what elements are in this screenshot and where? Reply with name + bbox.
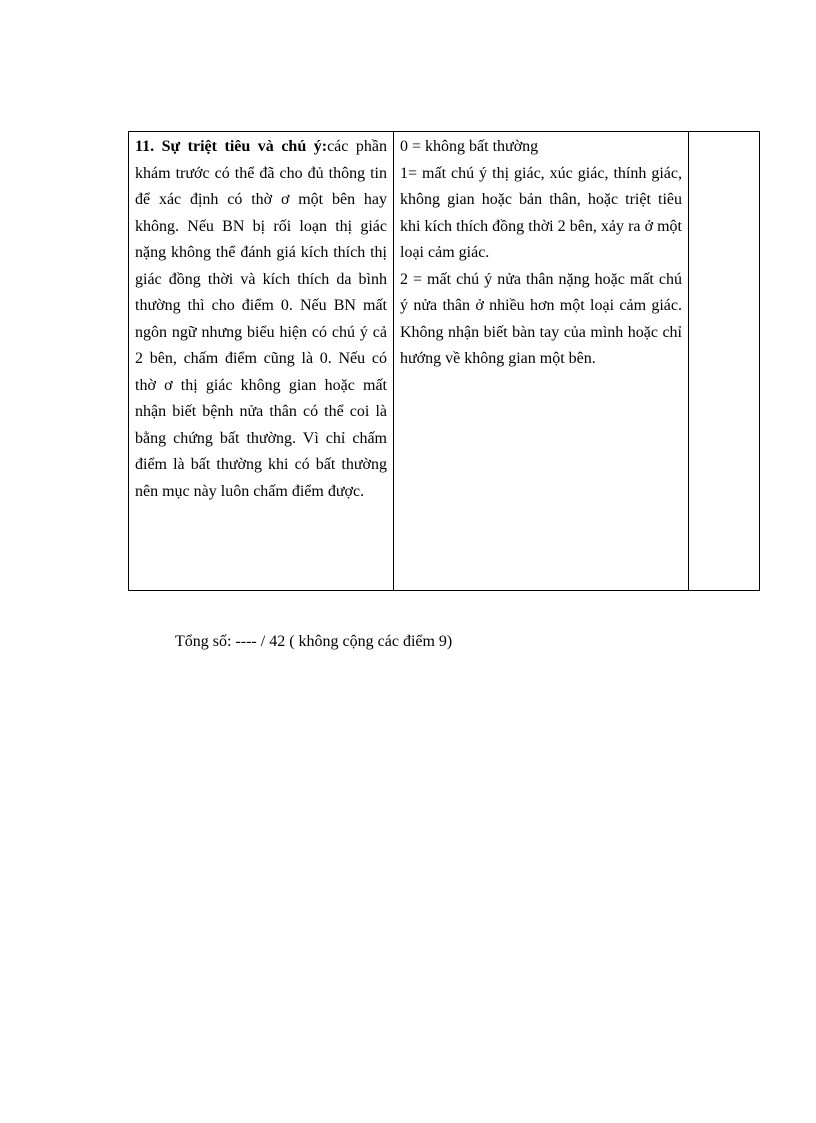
item-description: các phần khám trước có thể đã cho đủ thông tin để xác định có thờ ơ một bên hay không. Nếu BN bị rối loạn thị giác nặng không thể đánh giá kích thích thị giác đồng thời và kích thích da bình thường thì cho điểm 0. Nếu BN mất ngôn ngữ nhưng biểu hiện có chú ý cả 2 bên, chấm điểm cũng là 0. Nếu có thờ ơ thị giác không gian hoặc mất nhận biết bệnh nửa thân có thể coi là bằng chứng bất thường. Vì chỉ chấm điểm là bất thường khi có bất thường nên mục này luôn chấm điểm được.: [135, 138, 388, 500]
scale-option-0: 0 = không bất thường: [400, 138, 539, 155]
item-description-cell: [129, 132, 394, 591]
item-scale-cell: [394, 132, 689, 591]
total-score-line: Tổng số: ---- / 42 ( không cộng các điểm 9): [175, 633, 453, 650]
table-row: [129, 132, 760, 591]
item-score-cell: [689, 132, 760, 591]
scoring-table: [128, 131, 760, 591]
item-title: 11. Sự triệt tiêu và chú ý:: [135, 138, 328, 155]
scale-option-2: 2 = mất chú ý nửa thân nặng hoặc mất chú ý nửa thân ở nhiều hơn một loại cảm giác. Không nhận biết bàn tay của mình hoặc chỉ hướng về không gian một bên.: [400, 270, 682, 367]
scale-option-1: 1= mất chú ý thị giác, xúc giác, thính giác, không gian hoặc bản thân, hoặc triệt tiêu khi kích thích đồng thời 2 bên, xảy ra ở một loại cảm giác.: [400, 164, 682, 261]
